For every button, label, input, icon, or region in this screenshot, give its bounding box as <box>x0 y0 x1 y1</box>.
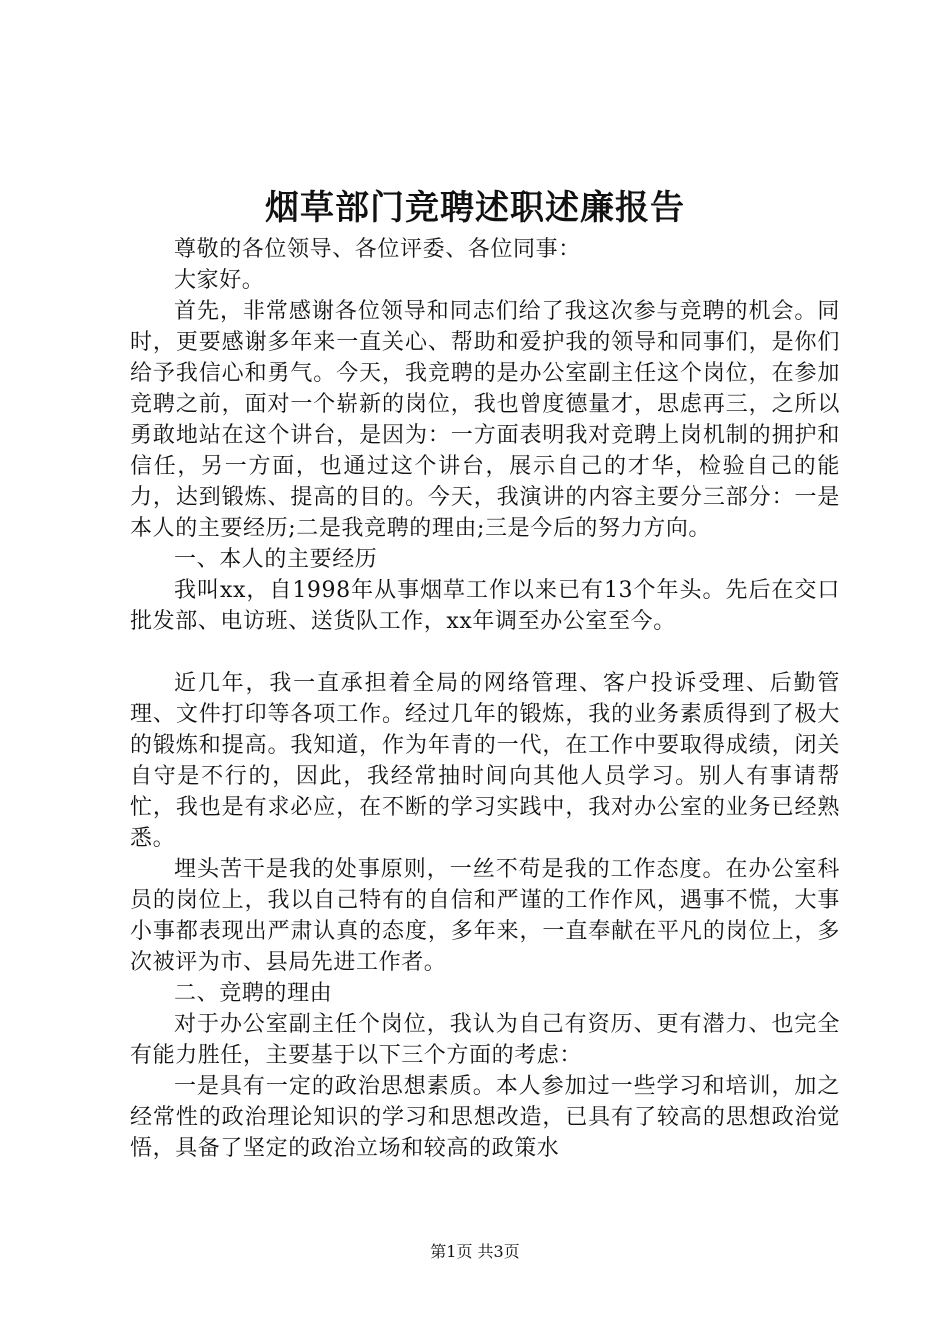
document-title: 烟草部门竞聘述职述廉报告 <box>265 188 685 228</box>
paragraph-intro: 首先，非常感谢各位领导和同志们给了我这次参与竞聘的机会。同时，更要感谢多年来一直关心、帮助和爱护我的领导和同事们，是你们给予我信心和勇气。今天，我竞聘的是办公室副主任这个岗位，在参加竞聘之前，面对一个崭新的岗位，我也曾度德量才，思虑再三，之所以勇敢地站在这个讲台，是因为：一方面表明我对竞聘上岗机制的拥护和信任，另一方面，也通过这个讲台，展示自己的才华，检验自己的能力，达到锻炼、提高的目的。今天，我演讲的内容主要分三部分：一是本人的主要经历;二是我竞聘的理由;三是今后的努力方向。 <box>130 299 840 541</box>
salutation: 尊敬的各位领导、各位评委、各位同事： <box>174 237 581 262</box>
paragraph-reasons-intro: 对于办公室副主任个岗位，我认为自己有资历、更有潜力、也完全有能力胜任，主要基于以下三个方面的考虑： <box>130 1012 840 1068</box>
paragraph-recent-years: 近几年，我一直承担着全局的网络管理、客户投诉受理、后勤管理、文件打印等各项工作。经过几年的锻炼，我的业务素质得到了极大的锻炼和提高。我知道，作为年青的一代，在工作中要取得成绩，闭关自守是不行的，因此，我经常抽时间向其他人员学习。别人有事请帮忙，我也是有求必应，在不断的学习实践中，我对办公室的业务已经熟悉。 <box>130 671 840 851</box>
greeting: 大家好。 <box>174 268 265 293</box>
section-heading-reasons: 二、竞聘的理由 <box>174 981 333 1006</box>
section-heading-experience: 一、本人的主要经历 <box>174 547 378 572</box>
paragraph-experience: 我叫xx，自1998年从事烟草工作以来已有13个年头。先后在交口批发部、电访班、送货队工作，xx年调至办公室至今。 <box>130 578 840 634</box>
blank-line <box>130 637 840 668</box>
document-body <box>130 234 840 1164</box>
page-footer: 第1页 共3页 <box>430 1242 520 1261</box>
paragraph-reason-one: 一是具有一定的政治思想素质。本人参加过一些学习和培训，加之经常性的政治理论知识的学习和思想改造，已具有了较高的思想政治觉悟，具备了坚定的政治立场和较高的政策水 <box>130 1074 840 1161</box>
paragraph-work-attitude: 埋头苦干是我的处事原则，一丝不苟是我的工作态度。在办公室科员的岗位上，我以自己特有的自信和严谨的工作作风，遇事不慌，大事小事都表现出严肃认真的态度，多年来，一直奉献在平凡的岗位上，多次被评为市、县局先进工作者。 <box>130 857 840 975</box>
